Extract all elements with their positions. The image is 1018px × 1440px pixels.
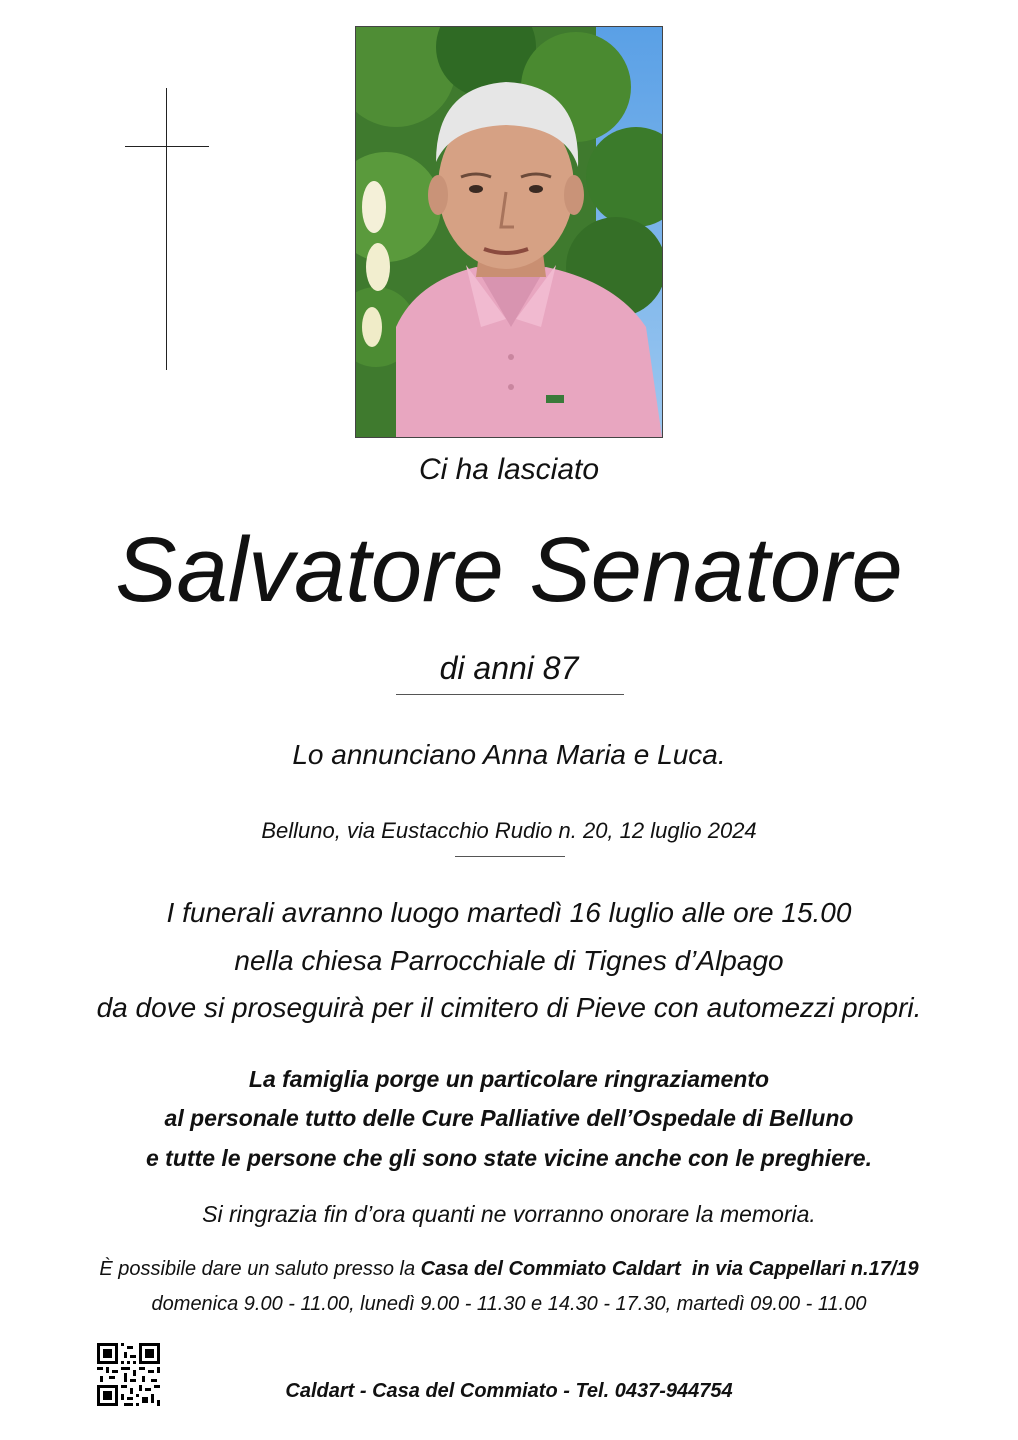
funeral-line: I funerali avranno luogo martedì 16 luglio alle ore 15.00: [166, 897, 852, 928]
divider-line-short: [455, 856, 565, 857]
portrait-illustration: [356, 27, 662, 437]
thanks-line: e tutte le persone che gli sono state vicine anche con le preghiere.: [146, 1145, 872, 1171]
intro-text: Ci ha lasciato: [418, 453, 600, 486]
visit-place: Casa del Commiato Caldart: [420, 1258, 681, 1280]
cross-horizontal: [125, 146, 209, 147]
age-text: di anni 87: [439, 650, 579, 686]
visit-text: [0, 1255, 1018, 1283]
cross-vertical: [166, 88, 167, 370]
visit-address: in via Cappellari n.17/19: [680, 1258, 919, 1280]
divider-line: [396, 694, 624, 695]
visit-prefix: È possibile dare un saluto presso la: [99, 1258, 421, 1280]
funeral-line: da dove si proseguirà per il cimitero di Pieve con automezzi propri.: [96, 992, 922, 1023]
announcement-text: Lo annunciano Anna Maria e Luca.: [292, 739, 726, 770]
thanks-line: al personale tutto delle Cure Palliative dell’Ospedale di Belluno: [164, 1105, 854, 1131]
visiting-hours: domenica 9.00 - 11.00, lunedì 9.00 - 11.30 e 14.30 - 17.30, martedì 09.00 - 11.00: [151, 1293, 867, 1315]
deceased-name: Salvatore Senatore: [115, 519, 903, 621]
memory-text: Si ringrazia fin d’ora quanti ne vorranno onorare la memoria.: [202, 1201, 816, 1227]
footer-contact: Caldart - Casa del Commiato - Tel. 0437-944754: [285, 1380, 733, 1402]
place-date-text: Belluno, via Eustacchio Rudio n. 20, 12 luglio 2024: [261, 818, 757, 843]
portrait-photo: [355, 26, 663, 438]
funeral-line: nella chiesa Parrocchiale di Tignes d’Alpago: [234, 945, 784, 976]
thanks-line: La famiglia porge un particolare ringraziamento: [248, 1066, 770, 1092]
